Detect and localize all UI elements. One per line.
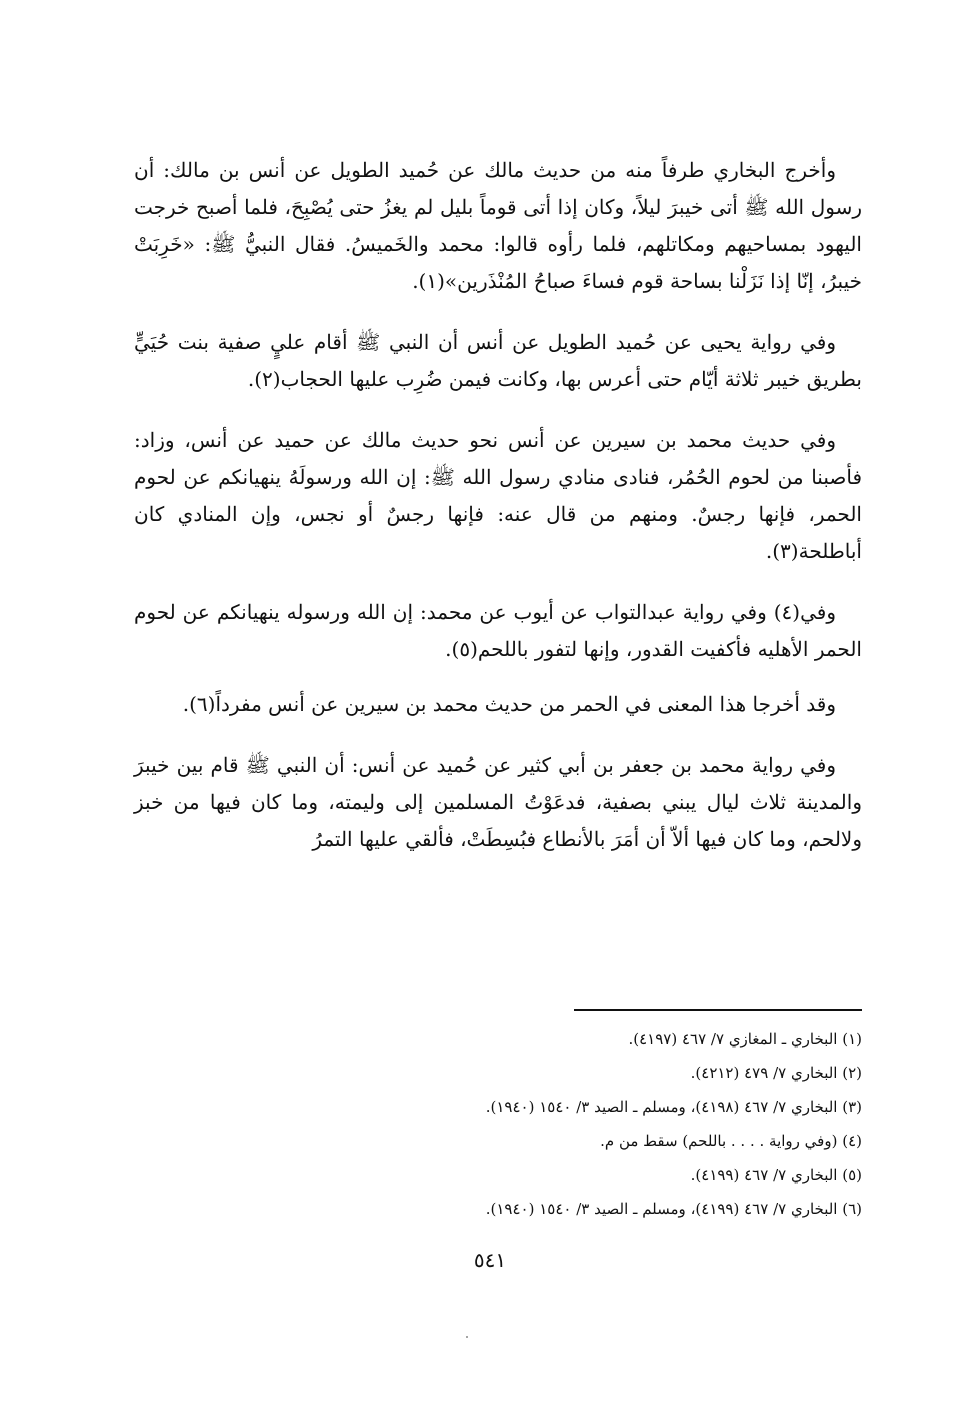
- page-number: ٥٤١: [473, 1248, 507, 1272]
- footnote-3: (٣) البخاري ٧/ ٤٦٧ (٤١٩٨)، ومسلم ـ الصيد ٣/ ١٥٤٠ (١٩٤٠).: [485, 1098, 862, 1116]
- footnotes: [134, 1022, 862, 1226]
- footnote-1: (١) البخاري ـ المغازي ٧/ ٤٦٧ (٤١٩٧).: [628, 1030, 862, 1048]
- paragraph-4: وفي(٤) وفي رواية عبدالتواب عن أيوب عن محمد: إن الله ورسوله ينهيانكم عن لحوم الحمر الأهليه فأكفيت القدور، وإنها لتفور باللحم(٥).: [134, 600, 862, 661]
- footnote-2: (٢) البخاري ٧/ ٤٧٩ (٤٢١٢).: [690, 1064, 862, 1082]
- paragraph-2: وفي رواية يحيى عن حُميد الطويل عن أنس أن النبي ﷺ أقام عليٍ صفية بنت حُيَيٍّ بطريق خيبر ثلاثة أيّام حتى أعرس بها، وكانت فيمن ضُرِب عليها الحجاب(٢).: [134, 330, 862, 391]
- main-text: [134, 152, 862, 882]
- footnote-6: (٦) البخاري ٧/ ٤٦٧ (٤١٩٩)، ومسلم ـ الصيد ٣/ ١٥٤٠ (١٩٤٠).: [485, 1200, 862, 1218]
- paragraph-1: وأخرج البخاري طرفاً منه من حديث مالك عن حُميد الطويل عن أنس بن مالك: أن رسول الله ﷺ أتى خيبرَ ليلاً، وكان إذا أتى قوماً بليل لم يغزُ حتى يُصْبِحَ، فلما أصبح خرجت اليهود بمساحيهم ومكاتلهم، فلما رأوه قالوا: محمد والخَميسُ. فقال النبيُّ ﷺ: «خَرِبَتْ خيبرُ، إنّا إذا نَزَلْنا بساحة قوم فساءَ صباحُ المُنْذَرين»(١).: [134, 158, 862, 293]
- footnote-separator: [574, 1009, 862, 1011]
- footnote-4: (٤) (وفي رواية . . . . باللحم) سقط من م.: [600, 1132, 862, 1150]
- paragraph-5: وقد أخرجا هذا المعنى في الحمر من حديث محمد بن سيرين عن أنس مفرداً(٦).: [182, 692, 836, 716]
- footnote-5: (٥) البخاري ٧/ ٤٦٧ (٤١٩٩).: [690, 1166, 862, 1184]
- paragraph-6: وفي رواية محمد بن جعفر بن أبي كثير عن حُميد عن أنس: أن النبي ﷺ قام بين خيبرَ والمدينة ثلاث ليال يبني بصفية، فدعَوْتُ المسلمين إلى وليمته، وما كان فيها من خبز ولالحم، وما كان فيها ألاّ أن أمَرَ بالأنطاع فبُسِطَتْ، فألقي عليها التمرُ: [134, 753, 862, 851]
- paragraph-3: وفي حديث محمد بن سيرين عن أنس نحو حديث مالك عن حميد عن أنس، وزاد: فأصبنا من لحوم الحُمُر، فنادى منادي رسول الله ﷺ: إن الله ورسولَهُ ينهيانكم عن لحوم الحمر، فإنها رجسٌ. ومنهم من قال عنه: فإنها رجسٌ أو نجس، وإن المنادي كان أباطلحة(٣).: [134, 428, 862, 563]
- scan-speck: [466, 1336, 468, 1338]
